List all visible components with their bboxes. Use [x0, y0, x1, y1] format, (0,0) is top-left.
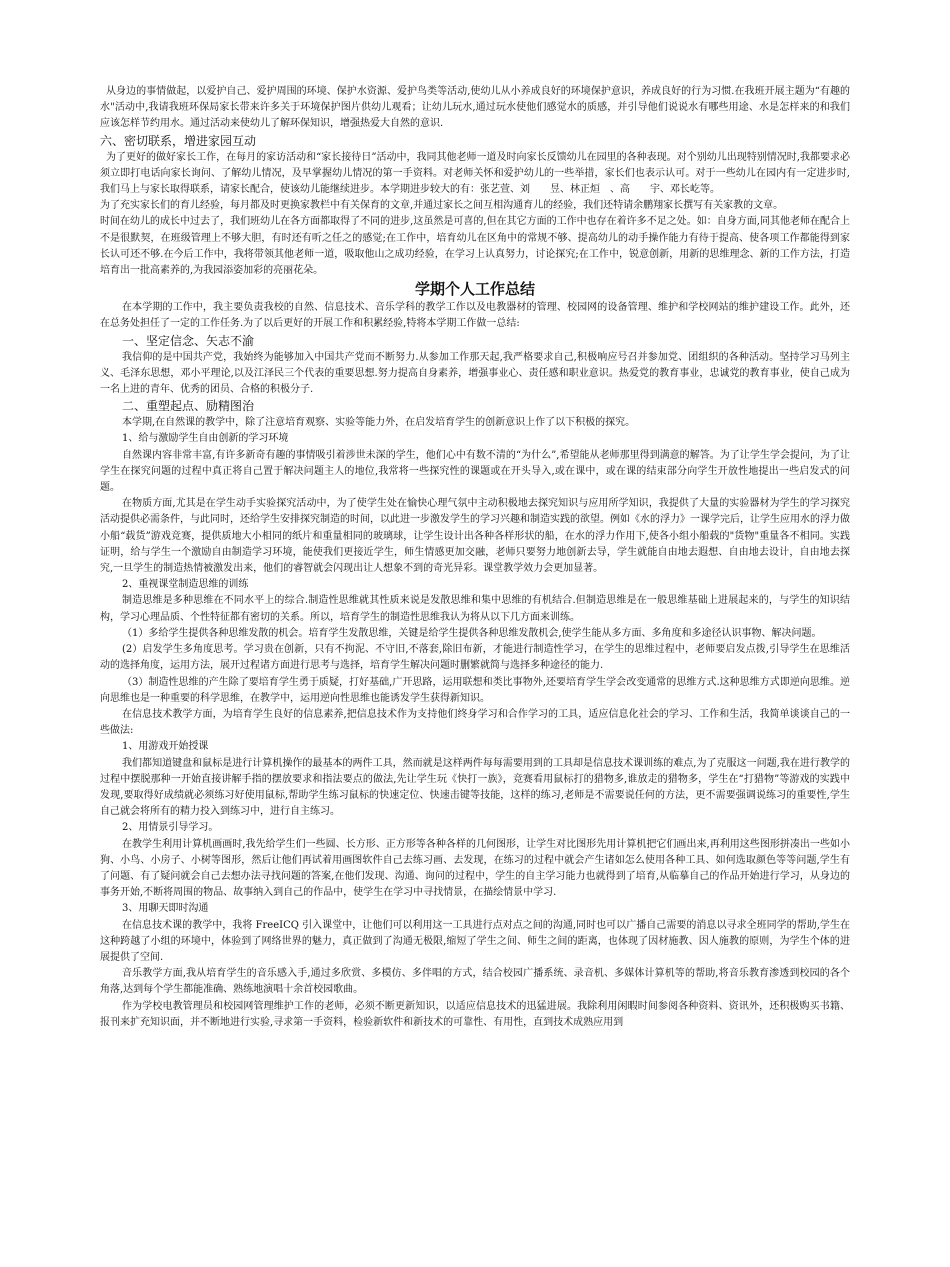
paragraph-experiments: 在物质方面,尤其是在学生动手实验探究活动中，为了使学生处在愉快心理气氛中主动积极地去探究知识与应用所学知识，我提供了大量的实验器材为学生的学习探究活动提供必需条件，与此同时，还给学生安排探究制造的时间，以此进一步激发学生的学习兴趣和制造实践的欲望。例如《水的浮力》一课学完后，让学生应用水的浮力做小船“载货”游戏竞赛，提供质地大小相同的纸片和重量相同的玻璃球，让学生设计出各种各样形状的船，在水的浮力作用下,使各小组小船载的"货物"重量各不相同。实践证明，给与学生一个激励自由制造学习环境，能使我们更接近学生，师生情感更加交融，老师只要努力地创新去导，学生就能自由地去遐想、自由地去设计，自由地去探究,一旦学生的制造热情被激发出来，他们的睿智就会闪现出让人想象不到的奇光异彩。课堂教学效力会更加显著。 [100, 498, 850, 575]
section-heading-one: 一、坚定信念、矢志不渝 [122, 333, 255, 348]
subheading-scenarios: 2、用情景引导学习。 [122, 822, 219, 834]
section-heading-six: 六、密切联系，增进家园互动 [100, 133, 257, 148]
paragraph-belief: 我信仰的是中国共产党，我始终为能够加入中国共产党而不断努力.从参加工作那天起,我严格要求自己,积极响应号召并参加党、团组织的各种活动。坚持学习马列主义、毛泽东思想，邓小平理论,以及江泽民三个代表的重要思想.努力提高自身素养，增强事业心、责任感和职业意识。热爱党的教育事业，忠诚党的教育事业，使自己成为一名上进的青年、优秀的团员、合格的积极分子. [100, 351, 850, 396]
subheading-environment: 1、给与激励学生自由创新的学习环境 [122, 433, 289, 445]
paragraph-it-intro: 在信息技术教学方面，为培育学生良好的信息素养,把信息技术作为支持他们终身学习和合作学习的工具，适应信息化社会的学习、工作和生活，我简单谈谈自己的一些做法: [100, 708, 850, 737]
paragraph-questions: 自然课内容非常丰富,有许多新奇有趣的事情吸引着涉世未深的学生，他们心中有数不清的“为什么”,希望能从老师那里得到满意的解答。为了让学生学会提问，为了让学生在探究问题的过程中真正将自己置于解决问题主人的地位,我常将一些探究性的课题或在开头导入,或在课中，或在课的结束部分向学生开放性地提出一些启发式的问题。 [100, 449, 850, 494]
paragraph-intro: 在本学期的工作中，我主要负责我校的自然、信息技术、音乐学科的教学工作以及电教器材的管理、校园网的设备管理、维护和学校网站的维护建设工作。此外，还在总务处担任了一定的工作任务.为了以后更好的开展工作和积累经验,特将本学期工作做一总结: [100, 302, 850, 330]
subheading-games: 1、用游戏开始授课 [122, 741, 209, 753]
paragraph-chat: 在信息技术课的教学中，我将 FreeICQ 引入课堂中，让他们可以利用这一工具进行点对点之间的沟通,同时也可以广播自己需要的消息以寻求全班同学的帮助,学生在这种跨越了小组的环境中，体验到了网络世界的魅力，真正做到了沟通无极限,缩短了学生之间、师生之间的距离，也体现了因材施教、因人施教的原则，为学生个体的进展提供了空间. [100, 919, 850, 963]
paragraph-thinking-intro: 制造思维是多种思维在不同水平上的综合.制造性思维就其性质来说是发散思维和集中思维的有机结合.但制造思维是在一般思维基础上进展起来的，与学生的知识结构，学习心理品质、个性特征都有密切的关系。所以，培育学生的制造性思维我认为将从以下几方面来训练。 [100, 595, 850, 623]
paragraph-reflection: 时间在幼儿的成长中过去了，我们班幼儿在各方面都取得了不同的进步,这虽然是可喜的,但在其它方面的工作中也存在着许多不足之处。如：自身方面,同其他老师在配合上不是很默契，在班级管理上不够大胆，有时还有听之任之的感觉;在工作中，培育幼儿在区角中的常规不够、提高幼儿的动手操作能力有待于提高、使各项工作都能得到家长认可还不够.在今后工作中，我将带领其他老师一道，吸取他山之成功经验，在学习上认真努力，讨论探究;在工作中，锐意创新，用新的思维理念、新的工作方法，打造培育出一批高素养的,为我园添姿加彩的亮丽花朵。 [100, 216, 850, 277]
paragraph-thinking-1: （1）多给学生提供各种思维发散的机会。培育学生发散思维，关键是给学生提供各种思维发散机会,使学生能从多方面、多角度和多途径认识事物、解决问题。 [122, 627, 822, 639]
subheading-creative-thinking: 2、重视课堂制造思维的训练 [122, 579, 249, 591]
paragraph-nature-class: 本学期,在自然课的教学中，除了注意培育观察、实验等能力外，在启发培育学生的创新意识上作了以下积极的探究。 [122, 417, 636, 429]
document-title: 学期个人工作总结 [414, 280, 535, 299]
paragraph-parent-experience: 为了充实家长们的育儿经验，每月都及时更换家教栏中有关保育的文章,并通过家长之间互相沟通育儿的经验，我们还特请余鹏翔家长撰写有关家教的文章。 [100, 200, 784, 212]
paragraph-thinking-2: (2）启发学生多角度思考。学习贵在创新，只有不拘泥、不守旧,不落套,除旧布新，才能进行制造性学习，在学生的思维过程中，老师要启发点拨,引导学生在思维活动的选择角度，运用方法，展开过程诸方面进行思考与选择，培育学生解决问题时删繁就简与选择多种途径的能力. [100, 644, 850, 672]
paragraph-music: 音乐教学方面,我从培育学生的音乐感入手,通过多欣赏、多模仿、多伴唱的方式，结合校园广播系统、录音机、多媒体计算机等的帮助,将音乐教育渗透到校园的各个角落,达到每个学生都能准确、熟练地演唱十余首校园歌曲。 [100, 968, 850, 996]
section-heading-two: 二、重塑起点、励精图治 [122, 399, 255, 414]
paragraph-thinking-3: （3）制造性思维的产生除了要培育学生勇于质疑，打好基础,广开思路，运用联想和类比事物外,还要培育学生学会改变通常的思维方式.这种思维方式即逆向思维。逆向思维也是一种重要的科学思维，在教学中，运用逆向性思维也能诱发学生获得新知识。 [100, 676, 850, 704]
paragraph-games: 我们都知道键盘和鼠标是进行计算机操作的最基本的两件工具，然而就是这样两件每每需要用到的工具却是信息技术课训练的难点,为了克服这一问题,我在进行教学的过程中摆脱那种一开始直接讲解手指的摆放要求和指法要点的做法,先让学生玩《快打一族》，竞赛看用鼠标打的猎物多,谁放走的猎物多，学生在“打猎物”等游戏的实践中发现,要取得好成绩就必须练习好使用鼠标,帮助学生练习鼠标的快速定位、快速击键等技能，这样的练习,老师是不需要说任何的方法，更不需要强调说练习的重要性,学生自己就会将所有的精力投入到练习中，进行自主练习。 [100, 757, 850, 818]
subheading-chat: 3、用聊天即时沟通 [122, 903, 209, 915]
paragraph-parent-work: 为了更好的做好家长工作，在每月的家访活动和“家长接待日”活动中，我同其他老师一道及时向家长反馈幼儿在园里的各种表现。对个别幼儿出现特别情况时,我都要求必须立即打电话向家长询问、了解幼儿情况，及早掌握幼儿情况的第一手资料。对老师关怀和爱护幼儿的一些举措，家长们也表示认可。对于一些幼儿在园内有一定进步时,我们马上与家长取得联系，请家长配合，使该幼儿能继续进步。本学期进步较大的有：张艺萱、刘 昱、林正烜 、高 宇、邓长屹等。 [100, 151, 850, 196]
paragraph-management: 作为学校电教管理员和校园网管理维护工作的老师，必须不断更新知识，以适应信息技术的迅猛进展。我除利用闲暇时间参阅各种资料、资讯外，还积极购买书籍、报刊来扩充知识面，并不断地进行实验,寻求第一手资料，检验新软件和新技术的可靠性、有用性，直到技术成熟应用到 [100, 1000, 850, 1028]
paragraph-environment: 从身边的事情做起，以爱护自己、爱护周围的环境、保护水资源、爱护鸟类等活动,使幼儿从小养成良好的环境保护意识，养成良好的行为习惯.在我班开展主题为“有趣的水"活动中,我请我班环保局家长带来许多关于环境保护图片供幼儿观看；让幼儿玩水,通过玩水使他们感觉水的质感，并引导他们说说水有哪些用途、水是怎样来的和我们应该怎样节约用水。通过活动来使幼儿了解环保知识，增强热爱大自然的意识. [100, 86, 850, 130]
paragraph-scenarios: 在教学生利用计算机画画时,我先给学生们一些圆、长方形、正方形等各种各样的几何图形，让学生对比图形先用计算机把它们画出来,再利用这些图形拼凑出一些如小狗、小鸟、小房子、小树等图形，然后让他们再试着用画图软件自己去练习画、去发现，在练习的过程中就会产生诸如怎么使用各种工具、如何选取颜色等等问题,学生有了问题、有了疑问就会自己去想办法寻找问题的答案,在他们发现、沟通、询问的过程中，学生的自主学习能力也就得到了培育,从临摹自己的作品开始进行学习，从身边的事务开始,不断将周围的物品、故事纳入到自己的作品中，使学生在学习中寻找情景，在描绘情景中学习. [100, 838, 850, 899]
